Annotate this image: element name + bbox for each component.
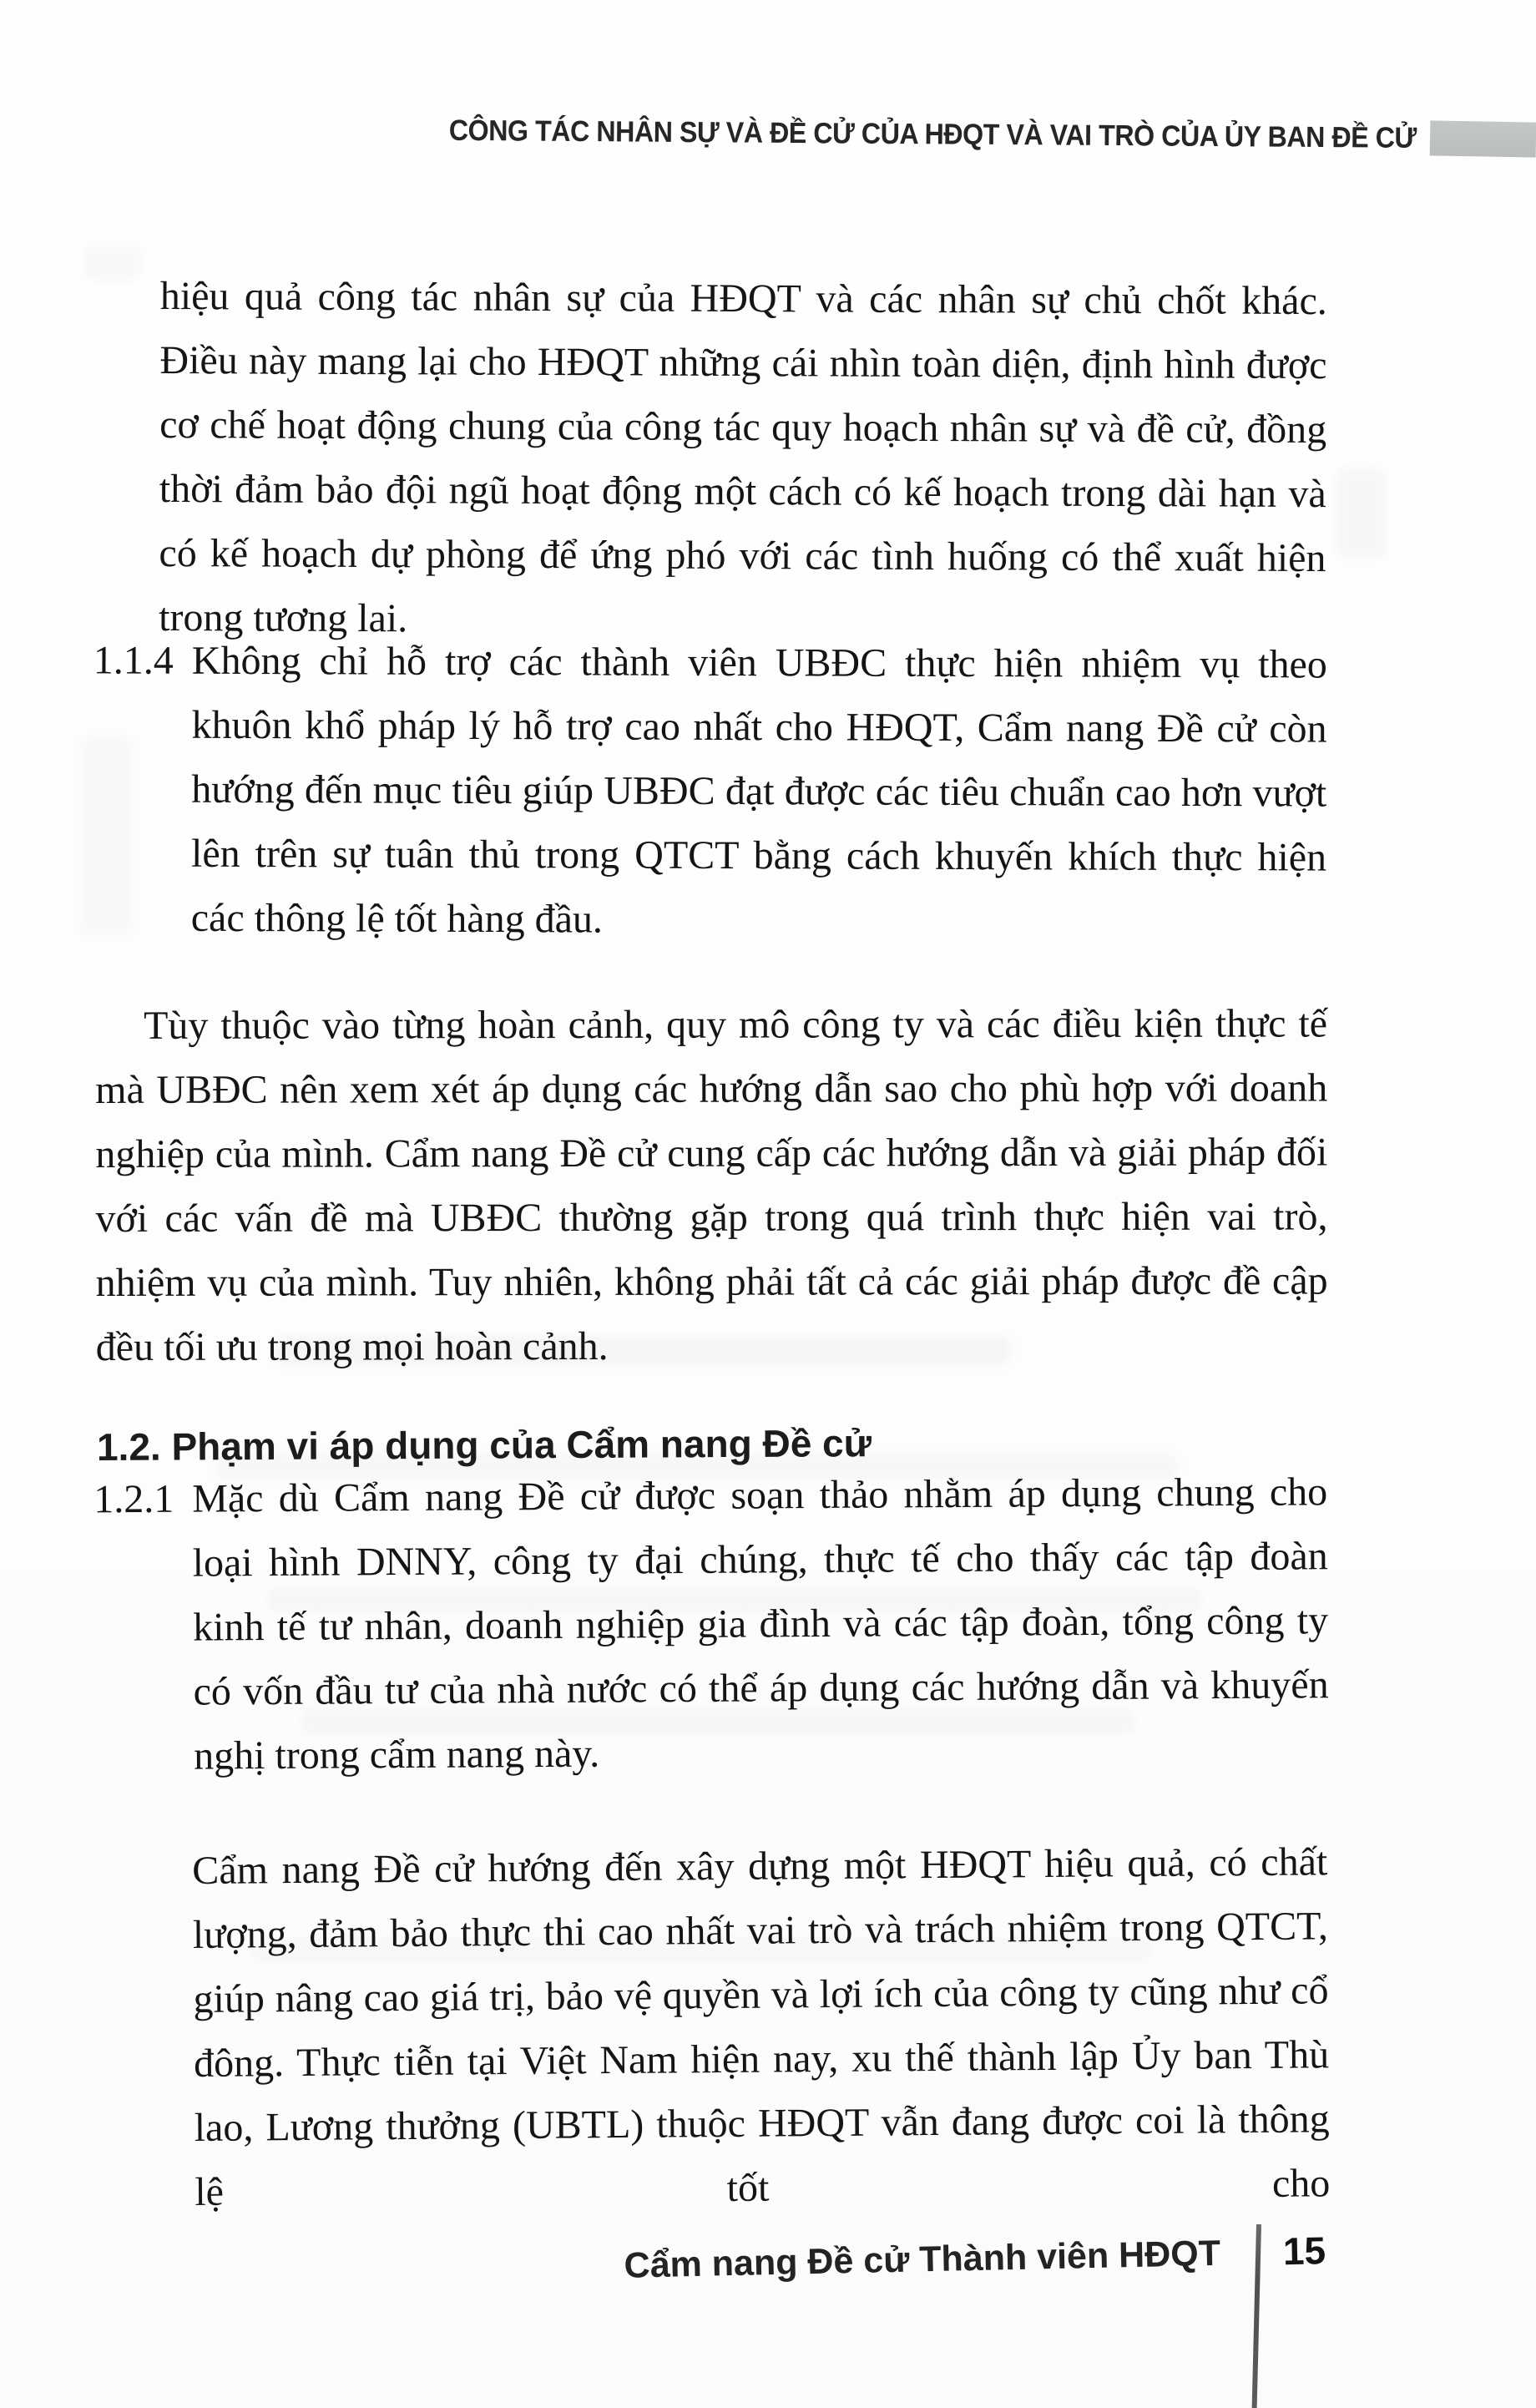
header-accent-bar (1430, 120, 1536, 157)
bleedthrough-mark (79, 735, 134, 935)
paragraph-tuy-thuoc: Tùy thuộc vào từng hoàn cảnh, quy mô công ty và các điều kiện thực tế mà UBĐC nên xem xét áp dụng các hướng dẫn sao cho phù hợp với doanh nghiệp của mình. Cẩm nang Đề cử cung cấp các hướng dẫn và giải pháp đối với các vấn đề mà UBĐC thường gặp trong quá trình thực hiện vai trò, nhiệm vụ của mình. Tuy nhiên, không phải tất cả các giải pháp được đề cập đều tối ưu trong mọi hoàn cảnh. (95, 1001, 1328, 1369)
bleedthrough-mark (83, 246, 142, 280)
item-text: Không chỉ hỗ trợ các thành viên UBĐC thực hiện nhiệm vụ theo khuôn khổ pháp lý hỗ trợ cao nhất cho HĐQT, Cẩm nang Đề cử còn hướng đến mục tiêu giúp UBĐC đạt được các tiêu chuẩn cao hơn vượt lên trên sự tuân thủ trong QTCT bằng cách khuyến khích thực hiện các thông lệ tốt hàng đầu. (190, 638, 1327, 942)
section-heading-1-2: 1.2. Phạm vi áp dụng của Cẩm nang Đề cử (96, 1421, 872, 1470)
item-text: Mặc dù Cẩm nang Đề cử được soạn thảo nhằm áp dụng chung cho loại hình DNNY, công ty đại chúng, thực tế cho thấy các tập đoàn kinh tế tư nhân, doanh nghiệp gia đình và các tập đoàn, tổng công ty có vốn đầu tư của nhà nước có thể áp dụng các hướng dẫn và khuyến nghị trong cẩm nang này. (192, 1470, 1329, 1778)
footer-book-title: Cẩm nang Đề cử Thành viên HĐQT (624, 2233, 1221, 2286)
paragraph-continuation: hiệu quả công tác nhân sự của HĐQT và các nhân sự chủ chốt khác. Điều này mang lại cho HĐQT những cái nhìn toàn diện, định hình được cơ chế hoạt động chung của công tác quy hoạch nhân sự và đề cử, đồng thời đảm bảo đội ngũ hoạt động một cách có kế hoạch trong dài hạn và có kế hoạch dự phòng để ứng phó với các tình huống có thể xuất hiện trong tương lai. (159, 273, 1327, 641)
bleedthrough-mark (1336, 468, 1386, 559)
running-header-title: CÔNG TÁC NHÂN SỰ VÀ ĐỀ CỬ CỦA HĐQT VÀ VAI TRÒ CỦA ỦY BAN ĐỀ CỬ (448, 114, 1417, 154)
footer-page-number: 15 (1282, 2228, 1326, 2274)
paragraph-cam-nang-huong-den: Cẩm nang Đề cử hướng đến xây dựng một HĐQT hiệu quả, có chất lượng, đảm bảo thực thi cao nhất vai trò và trách nhiệm trong QTCT, giúp nâng cao giá trị, bảo vệ quyền và lợi ích của công ty cũng như cổ đông. Thực tiễn tại Việt Nam hiện nay, xu thế thành lập Ủy ban Thù lao, Lương thưởng (UBTL) thuộc HĐQT vẫn đang được coi là thông lệ tốt cho (192, 1839, 1331, 2214)
item-number: 1.2.1 (93, 1476, 174, 1522)
item-number: 1.1.4 (93, 638, 174, 683)
running-header (0, 110, 1536, 157)
page-footer (0, 2217, 1536, 2316)
